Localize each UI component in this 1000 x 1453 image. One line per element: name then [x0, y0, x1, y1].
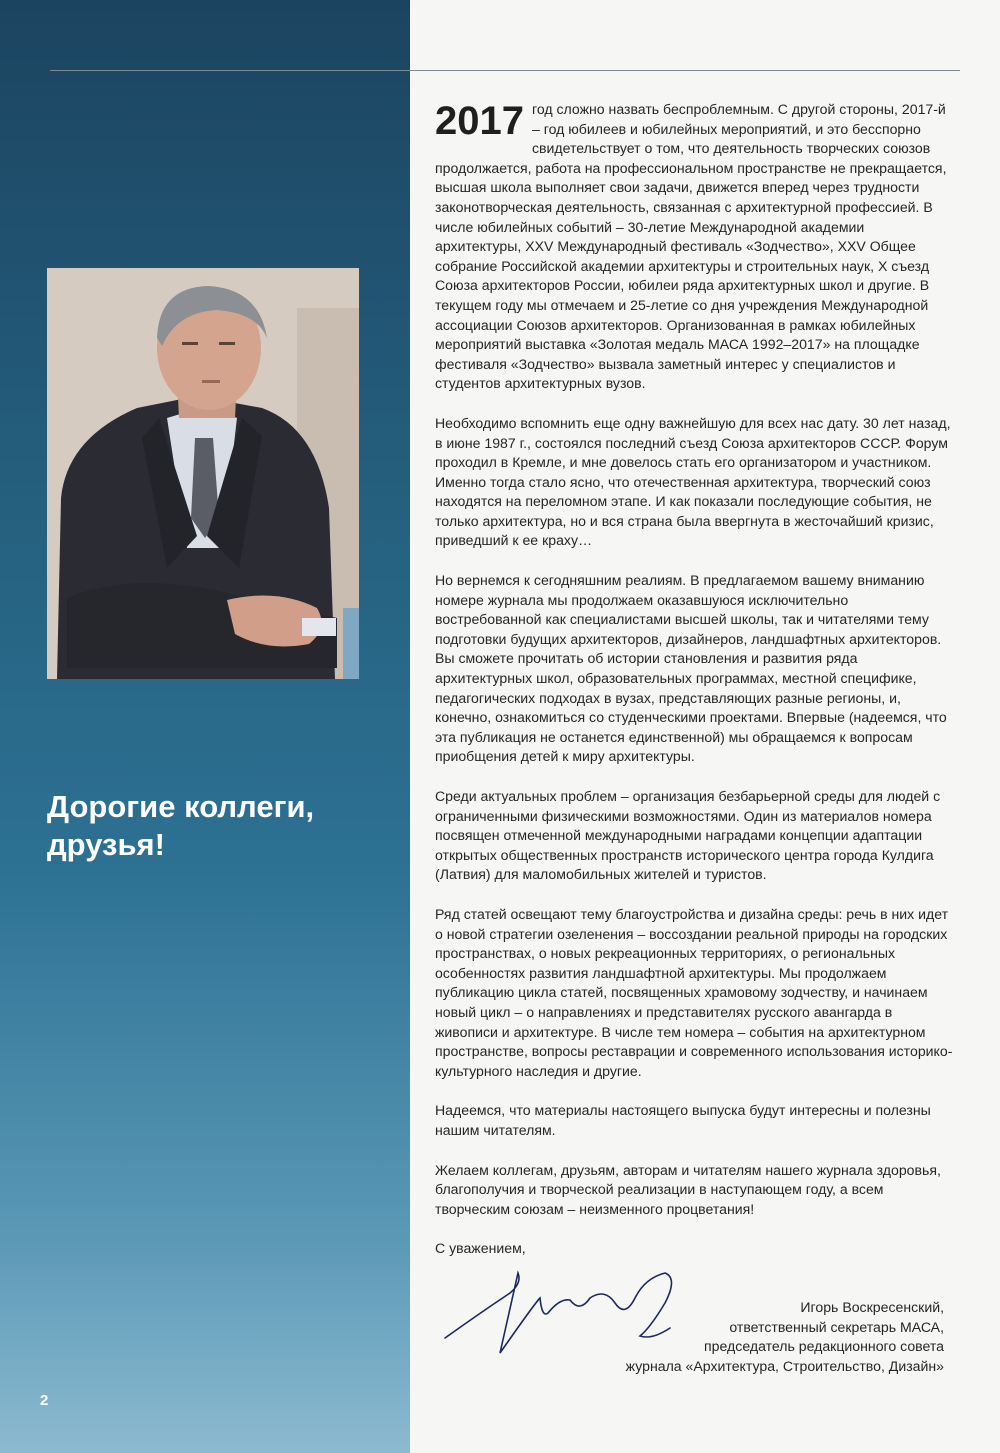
paragraph-3: Но вернемся к сегодняшним реалиям. В предлагаемом вашему вниманию номере журнала мы продолжаем оказавшуюся исключительно востребованной как специалистами высшей школы, так и читателями тему подготовки будущих архитекторов, дизайнеров, ландшафтных архитекторов. Вы сможете прочитать об истории становления и развития ряда архитектурных школ, образовательных программах, местной специфике, педагогических подходах в вузах, представляющих разные регионы, и, конечно, ознакомиться со студенческими проектами. Впервые (надеемся, что эта публикация не останется единственной) мы обращаемся к вопросам приобщения детей к миру архитектуры. [435, 572, 947, 765]
article-body [435, 100, 953, 1279]
top-divider-line [50, 70, 960, 71]
paragraph-1-text: год сложно назвать беспроблемным. С другой стороны, 2017-й – год юбилеев и юбилейных мероприятий, и это бесспорно свидетельствует о том, что деятельность творческих союзов продолжается, работа на профессиональном пространстве не прекращается, высшая школа выполняет свои задачи, движется вперед через трудности законотворческая деятельность, связанная с архитектурной профессией. В числе юбилейных событий – 30-летие Международной академии архитектуры, XXV Международный фестиваль «Зодчество», XXV Общее собрание Российской академии архитектуры и строительных наук, X съезд Союза архитекторов России, юбилеи ряда архитектурных школ и другие. В текущем году мы отмечаем и 25-летие со дня учреждения Международной ассоциации Союзов архитекторов. Организованная в рамках юбилейных мероприятий выставка «Золотая медаль МАСА 1992–2017» на площадке фестиваля «Зодчество» вызвала заметный интерес у специалистов и студентов архитектурных вузов. [435, 101, 947, 392]
paragraph-5: Ряд статей освещают тему благоустройства и дизайна среды: речь в них идет о новой стратегии озеленения – воссоздании реальной природы на городских пространствах, о новых рекреационных территориях, о региональных особенностях развития ландшафтной архитектуры. Мы продолжаем публикацию цикла статей, посвященных храмовому зодчеству, и начинаем новый цикл – о направлениях и представителях русского авангарда в живописи и архитектуре. В числе тем номера – события на архитектурном пространстве, вопросы реставрации и современного использования историко-культурного наследия и другие. [435, 905, 953, 1079]
paragraph-4: Среди актуальных проблем – организация безбарьерной среды для людей с ограниченными физическими возможностями. Один из материалов номера посвящен отмеченной международными наградами концепции адаптации открытых общественных пространств исторического центра города Кулдига (Латвия) для маломобильных жителей и туристов. [435, 788, 941, 883]
author-portrait-photo [47, 268, 359, 679]
paragraph-2: Необходимо вспомнить еще одну важнейшую для всех нас дату. 30 лет назад, в июне 1987 г., состоялся последний съезд Союза архитекторов СССР. Форум проходил в Кремле, и мне довелось стать его организатором и участником. Именно тогда стало ясно, что отечественная архитектура, творческий союз находятся на переломном этапе. И как показали последующие события, не только архитектура, но и вся страна была ввергнута в жесточайший кризис, приведший к ее краху… [435, 414, 951, 549]
page-number: 2 [40, 1392, 49, 1409]
signer-name: Игорь Воскресенский, [800, 1299, 944, 1315]
signer-role-3: журнала «Архитектура, Строительство, Дизайн» [625, 1357, 944, 1374]
signer-role-2: председатель редакционного совета [704, 1338, 944, 1355]
lead-year: 2017 [435, 99, 524, 143]
closing-line: С уважением, [435, 1240, 526, 1257]
paragraph-1 [435, 100, 953, 394]
greeting-line-1: Дорогие коллеги, [47, 789, 315, 824]
signer-role-1: ответственный секретарь МАСА, [729, 1318, 944, 1335]
greeting-line-2: друзья! [47, 827, 165, 862]
greeting-heading [47, 788, 387, 864]
paragraph-6: Надеемся, что материалы настоящего выпуска будут интересны и полезны нашим читателям. [435, 1102, 931, 1138]
paragraph-7: Желаем коллегам, друзьям, авторам и читателям нашего журнала здоровья, благополучия и творческой реализации в наступающем году, а всем творческим союзам – неизменного процветания! [435, 1161, 941, 1217]
signer-block [626, 1298, 944, 1376]
left-color-panel [0, 0, 410, 1453]
